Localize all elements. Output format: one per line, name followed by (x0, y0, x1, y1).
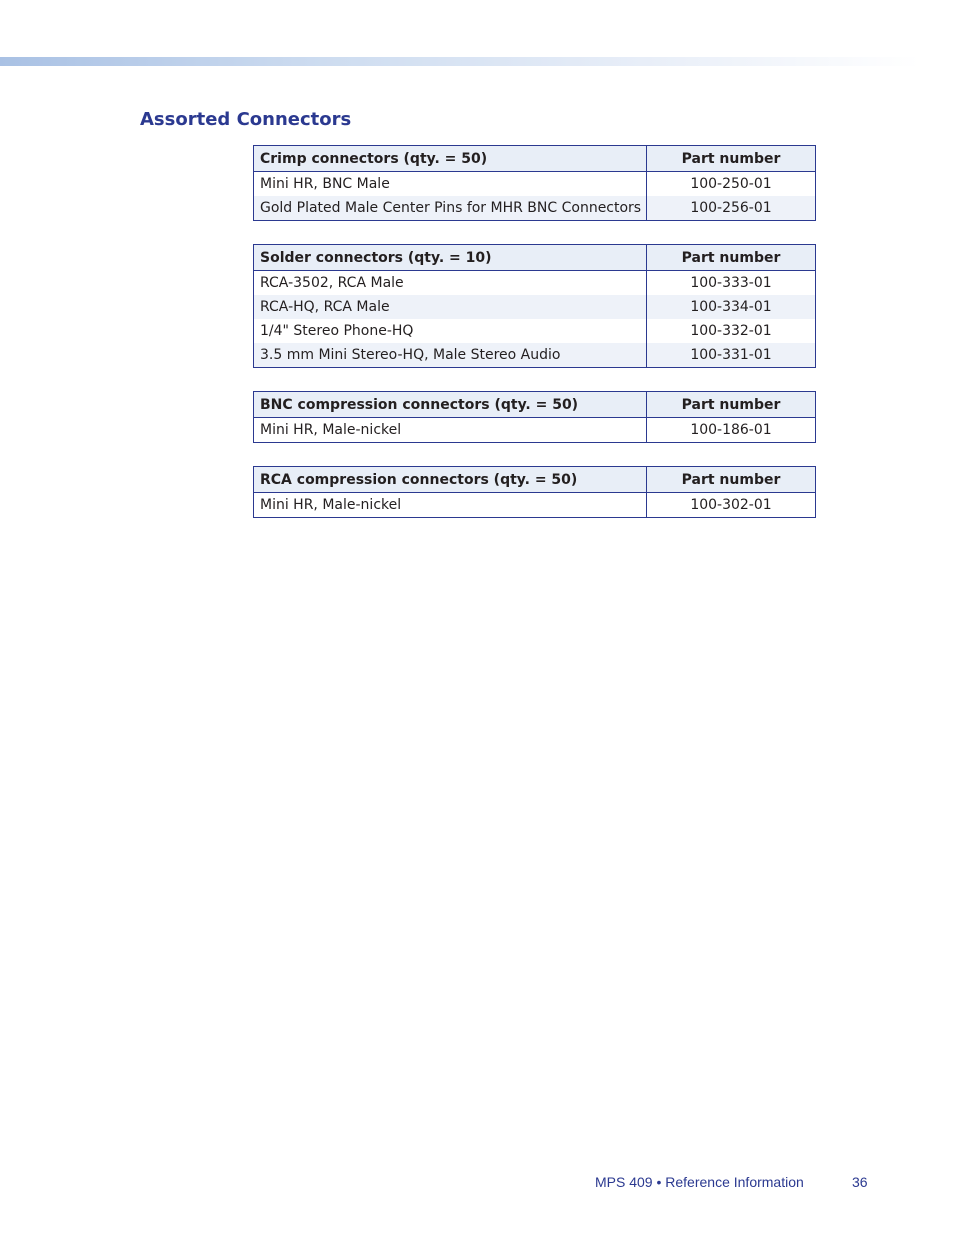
table-header-row (254, 467, 816, 493)
cell-description: RCA-HQ, RCA Male (254, 295, 647, 319)
cell-description: 1/4" Stereo Phone-HQ (254, 319, 647, 343)
cell-description: RCA-3502, RCA Male (254, 271, 647, 296)
cell-description: Gold Plated Male Center Pins for MHR BNC Connectors (254, 196, 647, 221)
table-header-row (254, 245, 816, 271)
rca-compression-connectors-table (253, 466, 816, 518)
cell-part-number: 100-332-01 (647, 319, 816, 343)
solder-connectors-table (253, 244, 816, 368)
cell-description: Mini HR, BNC Male (254, 172, 647, 197)
table-row (254, 493, 816, 518)
column-header-part-number: Part number (647, 146, 816, 172)
cell-description: Mini HR, Male-nickel (254, 418, 647, 443)
column-header-description: BNC compression connectors (qty. = 50) (254, 392, 647, 418)
header-band (0, 57, 920, 66)
column-header-part-number: Part number (647, 467, 816, 493)
cell-part-number: 100-331-01 (647, 343, 816, 368)
table-header-row (254, 392, 816, 418)
cell-description: 3.5 mm Mini Stereo-HQ, Male Stereo Audio (254, 343, 647, 368)
column-header-description: RCA compression connectors (qty. = 50) (254, 467, 647, 493)
table-row (254, 295, 816, 319)
table-row (254, 319, 816, 343)
table-row (254, 196, 816, 221)
table-header-row (254, 146, 816, 172)
table-row (254, 172, 816, 197)
table-row (254, 271, 816, 296)
column-header-description: Crimp connectors (qty. = 50) (254, 146, 647, 172)
column-header-part-number: Part number (647, 392, 816, 418)
column-header-description: Solder connectors (qty. = 10) (254, 245, 647, 271)
column-header-part-number: Part number (647, 245, 816, 271)
cell-description: Mini HR, Male-nickel (254, 493, 647, 518)
footer-page-number: 36 (852, 1174, 868, 1190)
crimp-connectors-table (253, 145, 816, 221)
cell-part-number: 100-302-01 (647, 493, 816, 518)
section-title: Assorted Connectors (140, 109, 352, 130)
footer-doc-section: MPS 409 • Reference Information (595, 1174, 804, 1190)
table-row (254, 343, 816, 368)
cell-part-number: 100-333-01 (647, 271, 816, 296)
cell-part-number: 100-250-01 (647, 172, 816, 197)
cell-part-number: 100-256-01 (647, 196, 816, 221)
cell-part-number: 100-334-01 (647, 295, 816, 319)
cell-part-number: 100-186-01 (647, 418, 816, 443)
table-row (254, 418, 816, 443)
bnc-compression-connectors-table (253, 391, 816, 443)
